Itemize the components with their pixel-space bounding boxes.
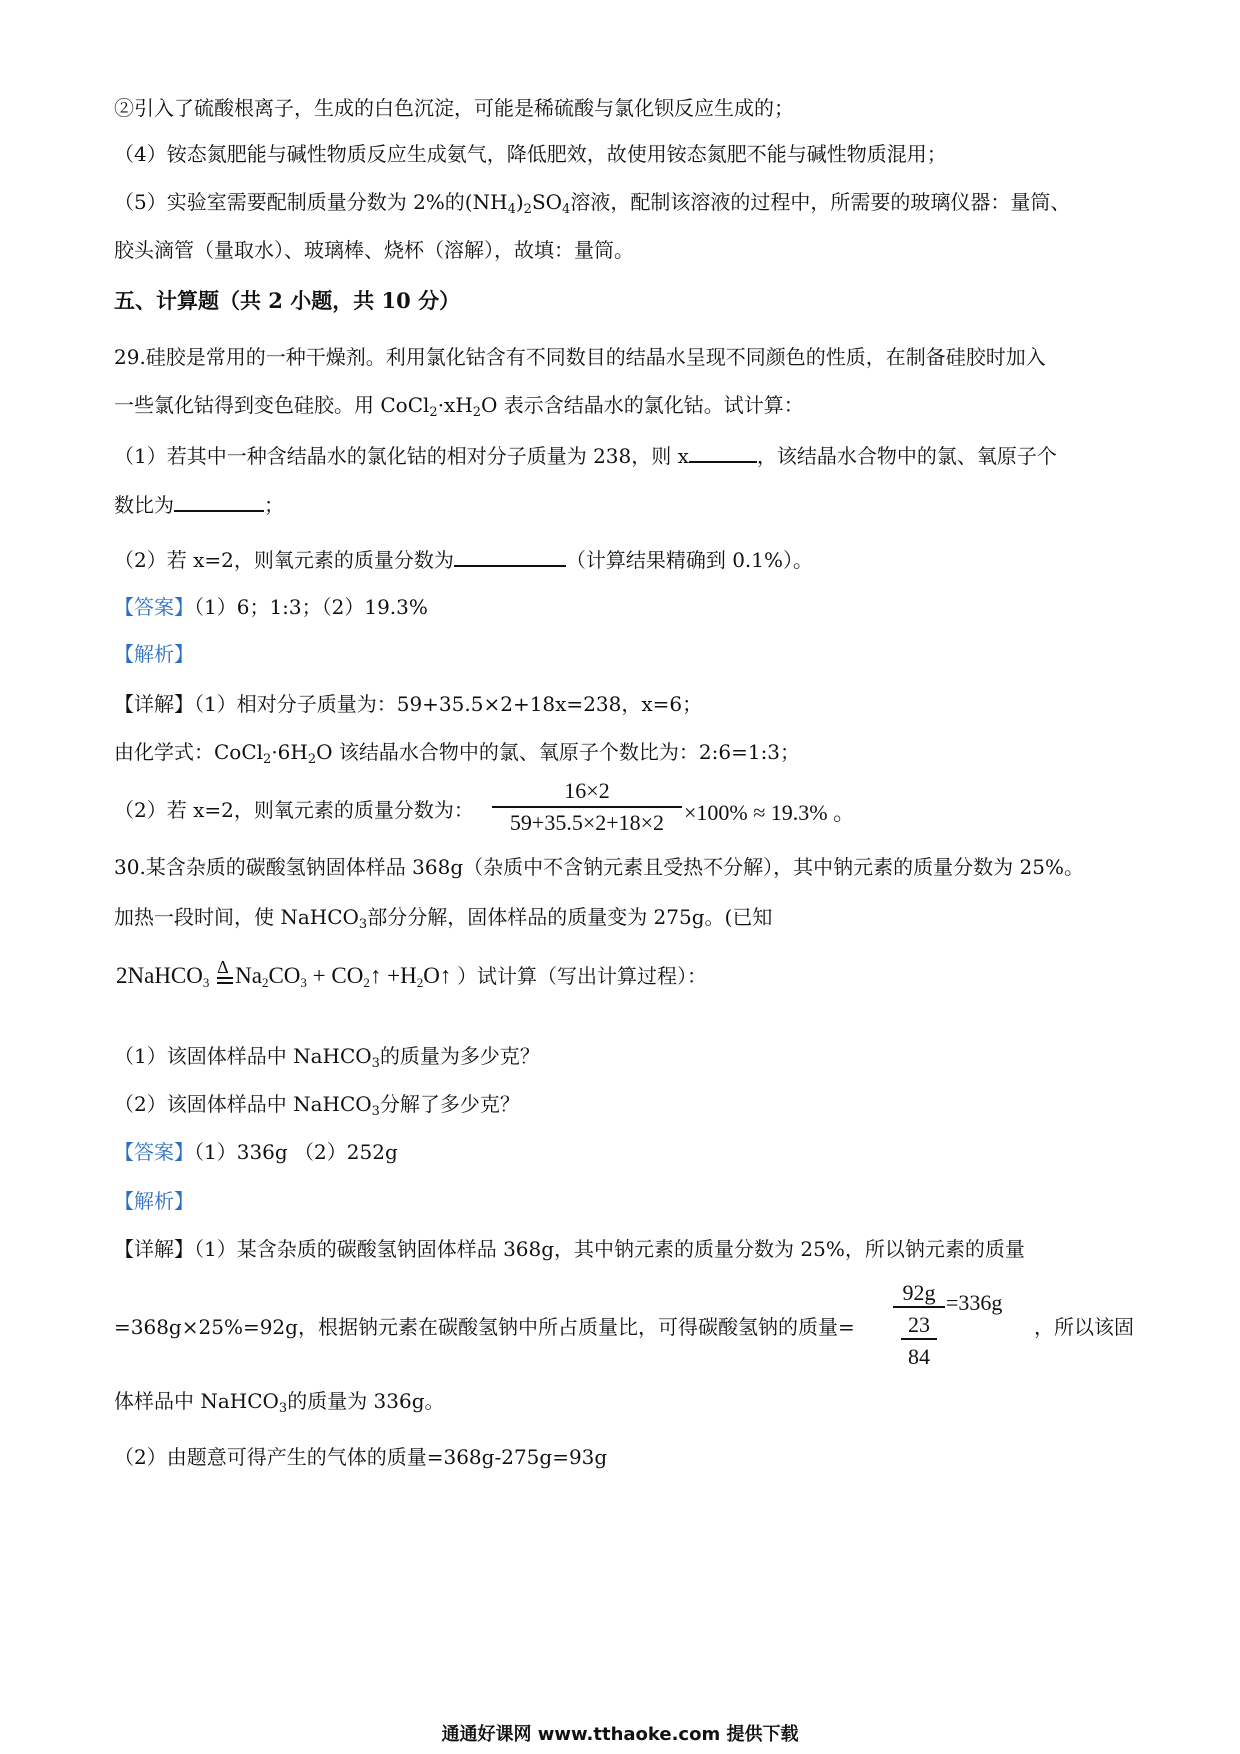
subscript: 3: [371, 1104, 380, 1119]
text-seg: （1）若其中一种含结晶水的氯化钴的相对分子质量为 238，则 x: [114, 444, 689, 468]
text-seg: 的质量为 336g。: [287, 1389, 445, 1413]
text-seg: 溶液，配制该溶液的过程中，所需要的玻璃仪器：量筒、: [570, 190, 1071, 214]
text-seg: + CO: [306, 963, 364, 988]
answer-tag: 【答案】: [114, 1140, 194, 1164]
subscript: 4: [562, 202, 571, 217]
page-footer: 通通好课网 www.tthaoke.com 提供下载: [441, 1724, 799, 1745]
detail-29: [114, 690, 702, 718]
subscript: 2: [307, 752, 317, 767]
subscript: 2: [523, 202, 532, 217]
subscript: 2: [261, 975, 269, 990]
text-line: [114, 1090, 520, 1118]
text-seg: （1）该固体样品中 NaHCO: [114, 1044, 372, 1068]
text-seg: （1）某含杂质的碳酸氢钠固体样品 368g，其中钠元素的质量分数为 25%，所以钠元素的质量: [194, 1237, 1025, 1261]
subscript: 2: [363, 975, 370, 990]
subscript: 4: [507, 202, 516, 217]
text-seg: （2）该固体样品中 NaHCO: [114, 1092, 372, 1116]
text-seg: 2NaHCO: [116, 963, 203, 988]
subscript: 2: [429, 405, 438, 420]
answer-blank: [174, 490, 264, 512]
text-seg: （2）若 x=2，则氧元素的质量分数为: [114, 548, 454, 572]
text-line: [114, 1042, 540, 1070]
text-seg: ·6H: [271, 740, 308, 764]
text-seg: ）试计算（写出计算过程）：: [457, 964, 708, 988]
detail-30: [114, 1235, 1025, 1263]
answer-30: [114, 1138, 398, 1166]
text-seg: SO: [531, 190, 563, 214]
text-seg: ·xH: [437, 393, 473, 417]
question-30: 30.某含杂质的碳酸氢钠固体样品 368g（杂质中不含钠元素且受热不分解），其中钠元素的质量分数为 25%。: [114, 855, 1084, 879]
text-seg: O↑: [423, 963, 452, 988]
answer-29: [114, 593, 428, 621]
text-seg: ↑ +H: [369, 963, 417, 988]
text-line: [114, 903, 772, 931]
text-seg: （1）6；1:3；（2）19.3%: [194, 595, 428, 619]
text-seg: CO: [268, 963, 301, 988]
text-seg: （5）实验室需要配制质量分数为 2%的(NH: [114, 190, 508, 214]
text-seg: O 表示含结晶水的氯化钴。试计算：: [481, 393, 804, 417]
subscript: 2: [472, 405, 482, 420]
fraction-numerator: 92g: [893, 1280, 945, 1308]
text-line: ，所以该固: [1034, 1315, 1134, 1339]
fraction-denominator: 59+35.5×2+18×2: [509, 810, 665, 835]
text-line: [114, 738, 800, 766]
subscript: 3: [358, 917, 368, 932]
subscript: 3: [300, 975, 307, 990]
delta-sign: Δ: [217, 957, 229, 977]
analysis-tag: 【解析】: [114, 642, 194, 666]
detail-tag: 【详解】: [114, 1237, 194, 1261]
text-seg: ；: [264, 493, 284, 517]
text-seg: 体样品中 NaHCO: [114, 1389, 279, 1413]
subscript: 3: [278, 1401, 288, 1416]
text-seg: ): [515, 190, 524, 214]
text-line: [114, 441, 1057, 470]
fraction-numerator-inner: 23: [901, 1312, 937, 1340]
text-line: （4）铵态氮肥能与碱性物质反应生成氨气，降低肥效，故使用铵态氮肥不能与碱性物质混用；: [114, 142, 947, 166]
text-seg: 分解了多少克？: [379, 1092, 520, 1116]
answer-blank: [454, 545, 566, 567]
text-seg: Na: [235, 963, 262, 988]
text-line: （2）由题意可得产生的气体的质量=368g-275g=93g: [114, 1445, 608, 1469]
detail-tag: 【详解】: [114, 692, 194, 716]
text-line: [114, 1387, 445, 1415]
text-seg: 一些氯化钴得到变色硅胶。用 CoCl: [114, 393, 430, 417]
text-seg: （1）336g （2）252g: [194, 1140, 398, 1164]
section-heading: 五、计算题（共 2 小题，共 10 分）: [114, 288, 461, 313]
text-line: =368g×25%=92g，根据钠元素在碳酸氢钠中所占质量比，可得碳酸氢钠的质量=: [114, 1315, 855, 1339]
fraction-formula: [492, 778, 682, 836]
subscript: 2: [416, 975, 424, 990]
text-seg: 数比为: [114, 493, 174, 517]
text-seg: 的质量为多少克？: [379, 1044, 540, 1068]
subscript: 3: [202, 975, 210, 990]
text-line: [114, 545, 813, 574]
chemical-equation: [116, 957, 708, 990]
text-line: [114, 188, 1070, 216]
fraction-denominator: 84: [908, 1344, 930, 1369]
subscript: 2: [263, 752, 272, 767]
text-seg: （计算结果精确到 0.1%）。: [565, 548, 814, 572]
fraction-tail: ×100% ≈ 19.3% 。: [684, 800, 856, 825]
text-line: [114, 490, 284, 519]
question-29: 29.硅胶是常用的一种干燥剂。利用氯化钴含有不同数目的结晶水呈现不同颜色的性质，在制备硅胶时加入: [114, 345, 1046, 369]
text-seg: ，该结晶水合物中的氯、氧原子个: [756, 444, 1057, 468]
fraction-tail: =336g: [946, 1290, 1003, 1315]
text-seg: 加热一段时间，使 NaHCO: [114, 905, 359, 929]
text-seg: O 该结晶水合物中的氯、氧原子个数比为：2:6=1:3；: [316, 740, 801, 764]
text-line: （2）若 x=2，则氧元素的质量分数为：: [114, 798, 474, 822]
text-seg: 部分分解，固体样品的质量变为 275g。(已知: [367, 905, 773, 929]
fraction-formula: [893, 1280, 945, 1370]
analysis-tag: 【解析】: [114, 1189, 194, 1213]
text-line: [114, 391, 804, 419]
text-line: 胶头滴管（量取水）、玻璃棒、烧杯（溶解），故填：量筒。: [114, 238, 634, 262]
answer-blank: [689, 441, 757, 463]
text-seg: 由化学式：CoCl: [114, 740, 264, 764]
fraction-numerator: 16×2: [492, 778, 682, 808]
text-seg: （1）相对分子质量为：59+35.5×2+18x=238，x=6；: [194, 692, 703, 716]
text-line: ②引入了硫酸根离子，生成的白色沉淀，可能是稀硫酸与氯化钡反应生成的；: [114, 96, 794, 120]
answer-tag: 【答案】: [114, 595, 194, 619]
subscript: 3: [371, 1056, 380, 1071]
